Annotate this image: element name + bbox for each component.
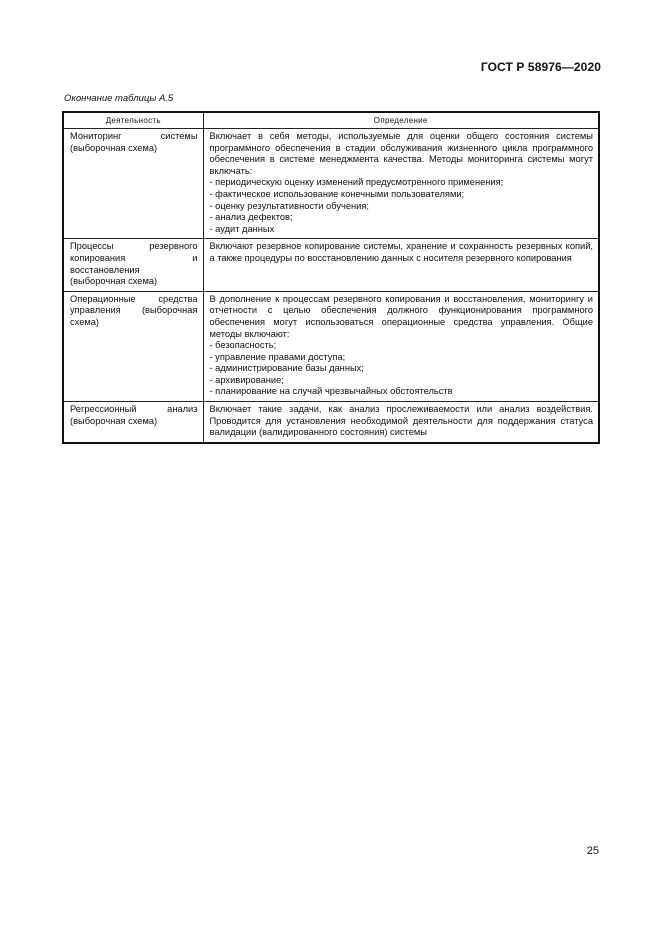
definition-list-item: - анализ дефектов; — [209, 212, 293, 223]
table-row — [63, 291, 599, 401]
column-header-definition: Определение — [203, 112, 599, 129]
activity-cell: Регрессионный анализ (выборочная схема) — [63, 402, 203, 443]
page-number: 25 — [586, 845, 599, 857]
activity-cell: Процессы резервного копирования и восстановления (выборочная схема) — [63, 239, 203, 291]
activity-cell: Мониторинг системы (выборочная схема) — [63, 129, 203, 239]
definition-cell — [203, 402, 599, 443]
column-header-activity: Деятельность — [63, 112, 203, 129]
definition-list-item: - фактическое использование конечными пользователями; — [209, 188, 465, 199]
definition-cell — [203, 239, 599, 291]
table-row — [63, 402, 599, 443]
definition-list-item: - аудит данных — [209, 223, 275, 234]
activity-definition-table — [62, 111, 600, 444]
definition-cell — [203, 129, 599, 239]
definition-list-item: - периодическую оценку изменений предусмотренного применения; — [209, 177, 504, 188]
definition-list-item: - архивирование; — [209, 374, 284, 385]
definition-text: Включает в себя методы, используемые для оценки общего состояния системы программного обеспечения в стадии обслуживания жизненного цикла программного обеспечения в системе менеджмента качества. Методы мониторинга системы могут включать: — [209, 131, 593, 176]
definition-list-item: - планирование на случай чрезвычайных обстоятельств — [209, 386, 453, 397]
definition-list-item: - управление правами доступа; — [209, 351, 346, 362]
table-caption: Окончание таблицы А.5 — [64, 93, 174, 104]
definition-cell — [203, 291, 599, 401]
activity-cell: Операционные средства управления (выборочная схема) — [63, 291, 203, 401]
document-standard-header: ГОСТ Р 58976—2020 — [480, 60, 601, 74]
table-row — [63, 239, 599, 291]
table-row — [63, 129, 599, 239]
definition-text: Включает такие задачи, как анализ прослеживаемости или анализ воздействия. Проводится для установления необходимой деятельности для поддержания статуса валидации (валидированного состояния) системы — [209, 404, 593, 438]
definition-list-item: - оценку результативности обучения; — [209, 200, 369, 211]
definition-text: В дополнение к процессам резервного копирования и восстановления, мониторингу и отчетности с целью обеспечения должного функционирования программного обеспечения могут использоваться операционные средства управления. Общие методы включают: — [209, 293, 593, 339]
definition-list-item: - администрирование базы данных; — [209, 363, 364, 374]
definition-text: Включают резервное копирование системы, хранение и сохранность резервных копий, а также процедуры по восстановлению данных с носителя резервного копирования — [209, 241, 593, 263]
definition-list-item: - безопасность; — [209, 340, 277, 351]
